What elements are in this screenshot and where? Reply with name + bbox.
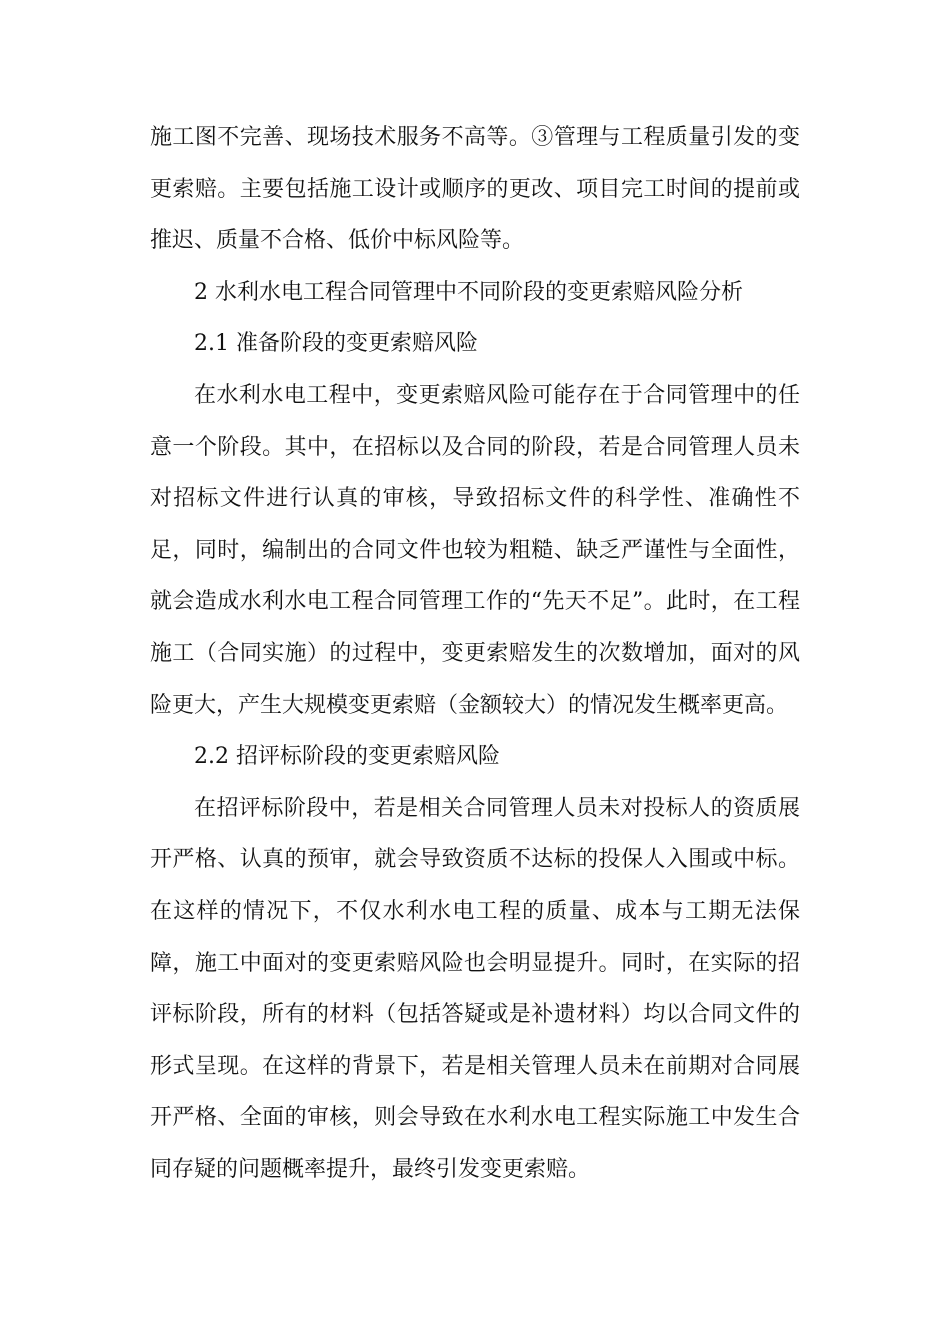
paragraph-bidding-stage: 在招评标阶段中，若是相关合同管理人员未对投标人的资质展开严格、认真的预审，就会导致资质不达标的投保人入围或中标。在这样的情况下，不仅水利水电工程的质量、成本与工期无法保障，施工中面对的变更索赔风险也会明显提升。同时，在实际的招评标阶段，所有的材料（包括答疑或是补遗材料）均以合同文件的形式呈现。在这样的背景下，若是相关管理人员未在前期对合同展开严格、全面的审核，则会导致在水利水电工程实际施工中发生合同存疑的问题概率提升，最终引发变更索赔。: [150, 795, 800, 1182]
paragraph-continuation: 施工图不完善、现场技术服务不高等。③管理与工程质量引发的变更索赔。主要包括施工设计或顺序的更改、项目完工时间的提前或推迟、质量不合格、低价中标风险等。: [150, 125, 800, 254]
subsection-heading-2-2: 2.2 招评标阶段的变更索赔风险: [194, 744, 500, 770]
paragraph-preparation-stage: 在水利水电工程中，变更索赔风险可能存在于合同管理中的任意一个阶段。其中，在招标以及合同的阶段，若是合同管理人员未对招标文件进行认真的审核，导致招标文件的科学性、准确性不足，同时，编制出的合同文件也较为粗糙、缺乏严谨性与全面性，就会造成水利水电工程合同管理工作的“先天不足”。此时，在工程施工（合同实施）的过程中，变更索赔发生的次数增加，面对的风险更大，产生大规模变更索赔（金额较大）的情况发生概率更高。: [150, 382, 800, 718]
document-body: [150, 112, 800, 1195]
section-heading-2: 2 水利水电工程合同管理中不同阶段的变更索赔风险分析: [194, 279, 743, 305]
subsection-heading-2-1: 2.1 准备阶段的变更索赔风险: [194, 331, 478, 357]
